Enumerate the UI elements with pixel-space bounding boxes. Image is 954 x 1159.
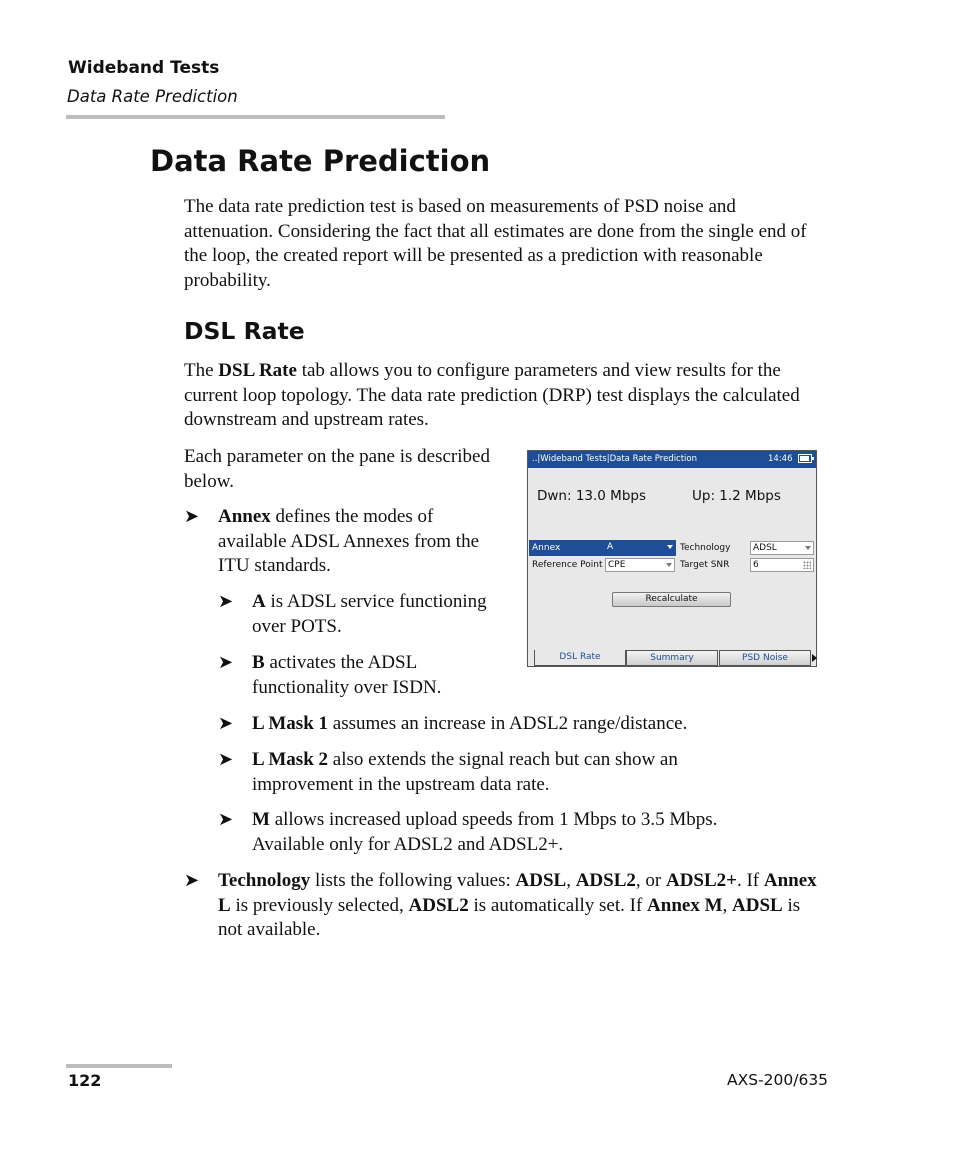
recalculate-button[interactable]: Recalculate bbox=[612, 592, 731, 607]
dropdown-arrow-icon bbox=[666, 563, 672, 567]
technology-label: Technology bbox=[680, 543, 731, 553]
battery-icon bbox=[798, 454, 812, 463]
page-number: 122 bbox=[68, 1071, 102, 1090]
annex-value: A bbox=[607, 542, 614, 552]
bold-term: DSL Rate bbox=[218, 360, 297, 381]
bullet-annex-b: ➤ B activates the ADSL functionality over ISDN. bbox=[218, 652, 442, 698]
annex-label: Annex bbox=[532, 543, 561, 553]
tab-psd-noise[interactable]: PSD Noise bbox=[719, 650, 811, 666]
technology-value: ADSL bbox=[753, 543, 777, 553]
battery-level bbox=[800, 456, 809, 461]
running-header-section: Data Rate Prediction bbox=[67, 87, 238, 106]
text: The bbox=[184, 360, 219, 381]
bullet-arrow-icon: ➤ bbox=[218, 809, 234, 830]
technology-select[interactable] bbox=[750, 541, 814, 555]
bullet-arrow-icon: ➤ bbox=[218, 591, 234, 612]
reference-point-label: Reference Point bbox=[532, 560, 603, 570]
tab-dsl-rate[interactable]: DSL Rate bbox=[534, 650, 626, 666]
keypad-icon bbox=[803, 561, 811, 569]
bullet-annex-a: ➤ A is ADSL service functioning over POTS. bbox=[218, 591, 487, 637]
footer-rule bbox=[66, 1064, 172, 1068]
tab-scroll-right-icon[interactable] bbox=[812, 654, 817, 662]
header-rule bbox=[66, 115, 445, 119]
annex-select[interactable] bbox=[605, 541, 675, 555]
bullet-annex-m: ➤ M allows increased upload speeds from 1 Mbps to 3.5 Mbps. Available only for ADSL2 and ADSL2+. bbox=[218, 809, 718, 855]
reference-point-select[interactable] bbox=[605, 558, 675, 572]
bullet-lmask2: ➤ L Mask 2 also extends the signal reach but can show an improvement in the upstream data rate. bbox=[218, 749, 678, 795]
page-title: Data Rate Prediction bbox=[150, 144, 491, 178]
section-heading: DSL Rate bbox=[184, 317, 305, 345]
target-snr-label: Target SNR bbox=[680, 560, 730, 570]
reference-point-value: CPE bbox=[608, 560, 626, 570]
bullet-arrow-icon: ➤ bbox=[184, 870, 200, 891]
downstream-rate: Dwn: 13.0 Mbps bbox=[537, 488, 647, 504]
bullet-arrow-icon: ➤ bbox=[218, 749, 234, 770]
device-screenshot bbox=[527, 450, 817, 667]
upstream-rate: Up: 1.2 Mbps bbox=[692, 488, 781, 504]
device-breadcrumb: ..|Wideband Tests|Data Rate Prediction bbox=[532, 454, 698, 464]
device-clock: 14:46 bbox=[768, 454, 793, 464]
dropdown-arrow-icon bbox=[667, 545, 673, 549]
parameters-intro: Each parameter on the pane is described below. bbox=[184, 446, 490, 492]
text: tab allows you to configure parameters and view results for the current loop topology. The data rate prediction (DRP) test displays the calculated downstream and upstream rates. bbox=[184, 360, 800, 430]
bullet-arrow-icon: ➤ bbox=[218, 713, 234, 734]
target-snr-input[interactable] bbox=[750, 558, 814, 572]
bullet-annex: ➤ Annex defines the modes of available ADSL Annexes from the ITU standards. bbox=[184, 506, 480, 576]
bullet-arrow-icon: ➤ bbox=[184, 506, 200, 527]
bullet-technology: ➤ Technology lists the following values: ADSL, ADSL2, or ADSL2+. If Annex L is previously selected, ADSL2 is automatically set. If Annex M, ADSL is not available. bbox=[184, 870, 817, 940]
product-model: AXS-200/635 bbox=[727, 1071, 829, 1089]
dropdown-arrow-icon bbox=[805, 546, 811, 550]
device-title-bar bbox=[528, 451, 816, 468]
intro-paragraph: The data rate prediction test is based on measurements of PSD noise and attenuation. Considering the fact that all estimates are done from the single end of the loop, the created report will be presented as a prediction with reasonable probability. bbox=[184, 196, 807, 291]
target-snr-value: 6 bbox=[753, 560, 759, 570]
bullet-arrow-icon: ➤ bbox=[218, 652, 234, 673]
tab-summary[interactable]: Summary bbox=[626, 650, 718, 666]
running-header-chapter: Wideband Tests bbox=[68, 58, 220, 78]
bullet-lmask1: ➤ L Mask 1 assumes an increase in ADSL2 range/distance. bbox=[252, 712, 812, 737]
dsl-rate-paragraph bbox=[184, 359, 824, 433]
